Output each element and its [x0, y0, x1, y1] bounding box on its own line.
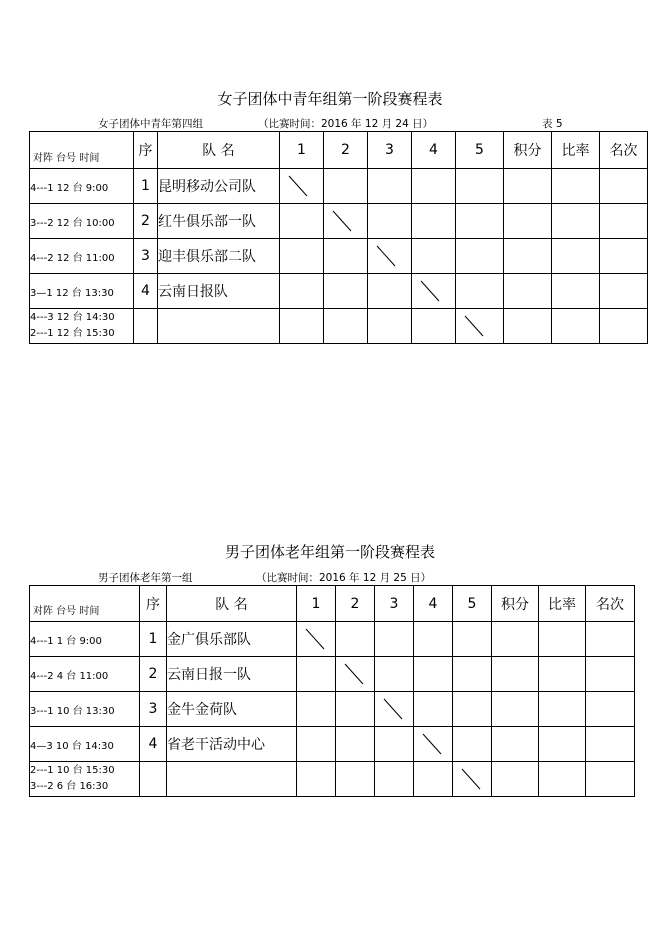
diagonal-slash-mark [288, 175, 308, 197]
points-cell [504, 204, 552, 239]
score-cell-1 [280, 274, 324, 309]
score-cell-4 [412, 204, 456, 239]
header-seq: 序 [134, 132, 158, 169]
seq-number: 4 [134, 274, 158, 309]
score-cell-5 [453, 622, 492, 657]
rank-cell [600, 204, 648, 239]
table1-header-row [30, 132, 648, 169]
seq-number [134, 309, 158, 344]
table-row [30, 622, 635, 657]
table1-schedule [29, 131, 648, 344]
rank-cell [586, 692, 635, 727]
points-cell [504, 309, 552, 344]
score-cell-2 [324, 204, 368, 239]
table2-group-label: 男子团体老年第一组 [98, 572, 193, 584]
score-cell-4 [412, 169, 456, 204]
score-cell-4 [412, 274, 456, 309]
score-cell-2 [336, 622, 375, 657]
match-info [30, 762, 140, 797]
score-cell-1 [297, 692, 336, 727]
match-info [30, 239, 134, 274]
score-cell-3 [375, 762, 414, 797]
table1-group-label: 女子团体中青年第四组 [98, 118, 203, 130]
score-cell-4 [414, 657, 453, 692]
team-name [158, 309, 280, 344]
header-col-4: 4 [412, 132, 456, 169]
score-cell-5 [456, 169, 504, 204]
points-cell [492, 762, 539, 797]
header-col-3: 3 [368, 132, 412, 169]
points-cell [504, 239, 552, 274]
score-cell-1 [280, 239, 324, 274]
score-cell-2 [336, 727, 375, 762]
match-info [30, 309, 134, 344]
score-cell-2 [324, 274, 368, 309]
score-cell-4 [414, 692, 453, 727]
header-ratio: 比率 [539, 586, 586, 622]
seq-number: 4 [140, 727, 167, 762]
team-name: 省老干活动中心 [167, 727, 297, 762]
table-row [30, 239, 648, 274]
match-info-line: 4---2 12 台 11:00 [30, 252, 115, 264]
diagonal-slash-mark [422, 733, 442, 755]
score-cell-3 [368, 274, 412, 309]
match-info-line: 4—3 10 台 14:30 [30, 740, 114, 752]
rank-cell [600, 239, 648, 274]
ratio-cell [552, 204, 600, 239]
score-cell-5 [456, 309, 504, 344]
ratio-cell [539, 727, 586, 762]
score-cell-4 [412, 239, 456, 274]
score-cell-1 [280, 204, 324, 239]
team-name: 金牛金荷队 [167, 692, 297, 727]
seq-number: 3 [140, 692, 167, 727]
match-info [30, 692, 140, 727]
score-cell-5 [456, 239, 504, 274]
score-cell-5 [453, 692, 492, 727]
score-cell-5 [453, 657, 492, 692]
score-cell-1 [280, 309, 324, 344]
score-cell-4 [414, 622, 453, 657]
match-info-line: 3—1 12 台 13:30 [30, 287, 114, 299]
table1-match-time: （比赛时间：2016 年 12 月 24 日） [258, 118, 434, 130]
rank-cell [586, 622, 635, 657]
rank-cell [600, 274, 648, 309]
match-info-line: 4---1 1 台 9:00 [30, 635, 102, 647]
score-cell-5 [456, 204, 504, 239]
ratio-cell [552, 239, 600, 274]
score-cell-1 [280, 169, 324, 204]
diagonal-slash-mark [376, 245, 396, 267]
header-rank: 名次 [586, 586, 635, 622]
seq-number: 3 [134, 239, 158, 274]
rank-cell [586, 727, 635, 762]
score-cell-2 [324, 309, 368, 344]
score-cell-5 [453, 727, 492, 762]
table2-match-time: （比赛时间：2016 年 12 月 25 日） [256, 572, 432, 584]
ratio-cell [552, 274, 600, 309]
table2-header-row [30, 586, 635, 622]
score-cell-3 [368, 204, 412, 239]
score-cell-2 [336, 762, 375, 797]
header-info: 对阵 台号 时间 [30, 132, 134, 169]
team-name: 金广俱乐部队 [167, 622, 297, 657]
diagonal-slash-mark [344, 663, 364, 685]
match-info [30, 727, 140, 762]
score-cell-2 [324, 239, 368, 274]
ratio-cell [539, 657, 586, 692]
table-row [30, 727, 635, 762]
score-cell-3 [375, 622, 414, 657]
header-col-2: 2 [324, 132, 368, 169]
score-cell-1 [297, 622, 336, 657]
table-row [30, 692, 635, 727]
table-row [30, 762, 635, 797]
table-row [30, 204, 648, 239]
points-cell [504, 274, 552, 309]
match-info-line: 2---1 10 台 15:30 [30, 765, 115, 776]
header-seq: 序 [140, 586, 167, 622]
match-info [30, 657, 140, 692]
match-info-line: 3---2 6 台 16:30 [30, 781, 109, 792]
header-team: 队 名 [167, 586, 297, 622]
header-col-5: 5 [453, 586, 492, 622]
match-info [30, 204, 134, 239]
score-cell-5 [456, 274, 504, 309]
header-col-5: 5 [456, 132, 504, 169]
table-row [30, 274, 648, 309]
score-cell-4 [412, 309, 456, 344]
header-team: 队 名 [158, 132, 280, 169]
table1-title: 女子团体中青年组第一阶段赛程表 [217, 90, 443, 108]
team-name: 云南日报队 [158, 274, 280, 309]
seq-number [140, 762, 167, 797]
match-info-line: 4---2 4 台 11:00 [30, 670, 109, 682]
header-col-2: 2 [336, 586, 375, 622]
header-rank: 名次 [600, 132, 648, 169]
score-cell-3 [368, 239, 412, 274]
score-cell-3 [368, 309, 412, 344]
seq-number: 1 [134, 169, 158, 204]
ratio-cell [539, 762, 586, 797]
table-row [30, 657, 635, 692]
ratio-cell [539, 622, 586, 657]
team-name: 红牛俱乐部一队 [158, 204, 280, 239]
diagonal-slash-mark [383, 698, 403, 720]
header-col-3: 3 [375, 586, 414, 622]
score-cell-2 [324, 169, 368, 204]
match-info-line: 2---1 12 台 15:30 [30, 328, 115, 339]
seq-number: 2 [134, 204, 158, 239]
header-col-4: 4 [414, 586, 453, 622]
match-info-line: 3---2 12 台 10:00 [30, 217, 115, 229]
header-ratio: 比率 [552, 132, 600, 169]
table-row [30, 309, 648, 344]
table2-schedule [29, 585, 635, 797]
ratio-cell [552, 169, 600, 204]
rank-cell [600, 309, 648, 344]
score-cell-1 [297, 657, 336, 692]
team-name: 昆明移动公司队 [158, 169, 280, 204]
match-info [30, 622, 140, 657]
team-name: 迎丰俱乐部二队 [158, 239, 280, 274]
header-info: 对阵 台号 时间 [30, 586, 140, 622]
points-cell [504, 169, 552, 204]
header-points: 积分 [504, 132, 552, 169]
rank-cell [600, 169, 648, 204]
header-points: 积分 [492, 586, 539, 622]
table-row [30, 169, 648, 204]
points-cell [492, 622, 539, 657]
score-cell-5 [453, 762, 492, 797]
ratio-cell [552, 309, 600, 344]
diagonal-slash-mark [420, 280, 440, 302]
score-cell-1 [297, 762, 336, 797]
match-info-line: 3---1 10 台 13:30 [30, 705, 115, 717]
header-col-1: 1 [297, 586, 336, 622]
points-cell [492, 727, 539, 762]
match-info-line: 4---1 12 台 9:00 [30, 182, 109, 194]
diagonal-slash-mark [464, 315, 484, 337]
table1-number: 表 5 [542, 118, 563, 130]
ratio-cell [539, 692, 586, 727]
seq-number: 2 [140, 657, 167, 692]
match-info [30, 274, 134, 309]
score-cell-3 [375, 657, 414, 692]
score-cell-3 [375, 692, 414, 727]
diagonal-slash-mark [332, 210, 352, 232]
score-cell-1 [297, 727, 336, 762]
score-cell-2 [336, 657, 375, 692]
score-cell-3 [368, 169, 412, 204]
points-cell [492, 657, 539, 692]
match-info-line: 4---3 12 台 14:30 [30, 312, 115, 323]
score-cell-2 [336, 692, 375, 727]
score-cell-4 [414, 762, 453, 797]
rank-cell [586, 657, 635, 692]
rank-cell [586, 762, 635, 797]
diagonal-slash-mark [305, 628, 325, 650]
table2-title: 男子团体老年组第一阶段赛程表 [224, 543, 435, 561]
score-cell-3 [375, 727, 414, 762]
match-info [30, 169, 134, 204]
team-name: 云南日报一队 [167, 657, 297, 692]
header-col-1: 1 [280, 132, 324, 169]
points-cell [492, 692, 539, 727]
seq-number: 1 [140, 622, 167, 657]
team-name [167, 762, 297, 797]
diagonal-slash-mark [461, 768, 481, 790]
score-cell-4 [414, 727, 453, 762]
